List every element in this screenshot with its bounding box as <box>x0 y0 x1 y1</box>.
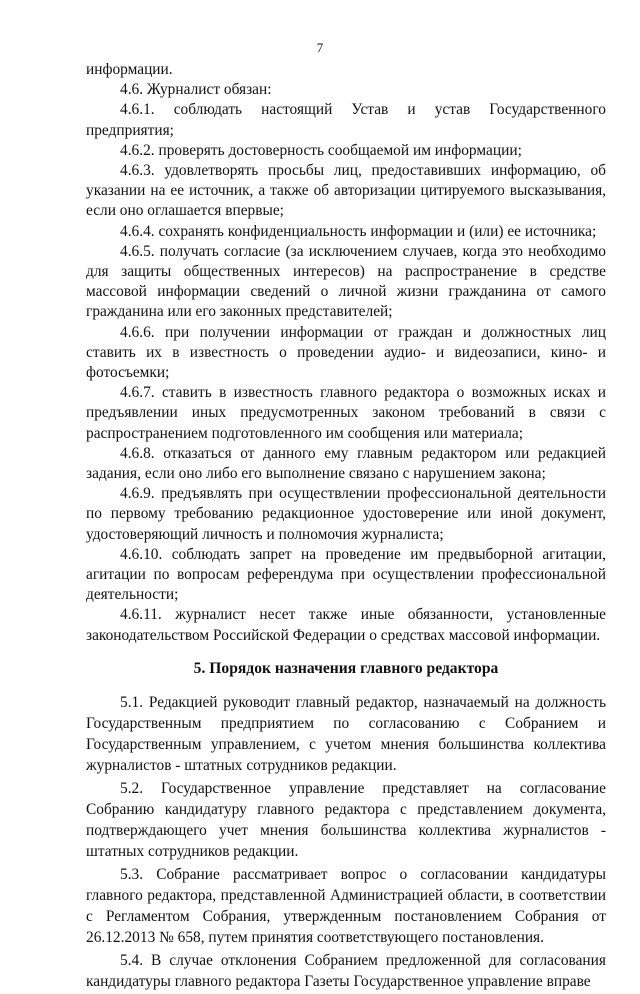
paragraph-continuation: информации. <box>86 61 173 78</box>
section-5-heading: 5. Порядок назначения главного редактора <box>193 659 499 677</box>
section-5-body <box>86 692 606 992</box>
paragraph-4-6-8: 4.6.8. отказаться от данного ему главным редактором или редакцией задания, если оно либо его выполнение связано с нарушением закона; <box>86 444 606 483</box>
paragraph-4-6-1: 4.6.1. соблюдать настоящий Устав и устав Государственного предприятия; <box>86 101 606 139</box>
paragraph-4-6-10: 4.6.10. соблюдать запрет на проведение им предвыборной агитации, агитации по вопросам референдума при осуществлении профессиональной деятельности; <box>86 545 606 604</box>
paragraph-5-2: 5.2. Государственное управление представляет на согласование Собранию кандидатуру главного редактора с представлением документа, подтверждающего учет мнения большинства коллектива журналистов - штатных сотрудников редакции. <box>86 780 606 861</box>
paragraph-5-1: 5.1. Редакцией руководит главный редактор, назначаемый на должность Государственным предприятием по согласованию с Собранием и Государственным управлением, с учетом мнения большинства коллектива журналистов - штатных сотрудников редакции. <box>86 694 606 775</box>
document-body <box>86 60 606 994</box>
paragraph-5-3: 5.3. Собрание рассматривает вопрос о согласовании кандидатуры главного редактора, представленной Администрацией области, в соответствии с Регламентом Собрания, утвержденным постановлением Собрания от 26.12.2013 № 658, путем принятия соответствующего постановления. <box>86 866 606 947</box>
paragraph-4-6-7: 4.6.7. ставить в известность главного редактора о возможных исках и предъявлении иных предусмотренных законом требований в связи с распространением подготовленного им сообщения или материала; <box>86 384 606 442</box>
paragraph-4-6-6: 4.6.6. при получении информации от граждан и должностных лиц ставить их в известность о проведении аудио- и видеозаписи, кино- и фотосъемки; <box>86 323 606 382</box>
paragraph-4-6-3: 4.6.3. удовлетворять просьбы лиц, предоставивших информацию, об указании на ее источник, а также об авторизации цитируемого высказывания, если оно оглашается впервые; <box>86 162 606 220</box>
paragraph-4-6-11: 4.6.11. журналист несет также иные обязанности, установленные законодательством Российской Федерации о средствах массовой информации. <box>86 606 606 644</box>
paragraph-4-6-2: 4.6.2. проверять достоверность сообщаемой им информации; <box>120 141 522 159</box>
page-number: 7 <box>316 40 324 55</box>
paragraph-4-6-9: 4.6.9. предъявлять при осуществлении профессиональной деятельности по первому требованию редакционное удостоверение или иной документ, удостоверяющий личность и полномочия журналиста; <box>86 485 606 543</box>
paragraph-4-6: 4.6. Журналист обязан: <box>120 81 272 99</box>
paragraph-4-6-5: 4.6.5. получать согласие (за исключением случаев, когда это необходимо для защиты общественных интересов) на распространение в средстве массовой информации сведений о личной жизни гражданина от самого гражданина или его законных представителей; <box>86 242 606 321</box>
paragraph-4-6-4: 4.6.4. сохранять конфиденциальность информации и (или) ее источника; <box>120 222 597 240</box>
paragraph-5-4: 5.4. В случае отклонения Собранием предложенной для согласования кандидатуры главного редактора Газеты Государственное управление вправе <box>86 952 606 991</box>
